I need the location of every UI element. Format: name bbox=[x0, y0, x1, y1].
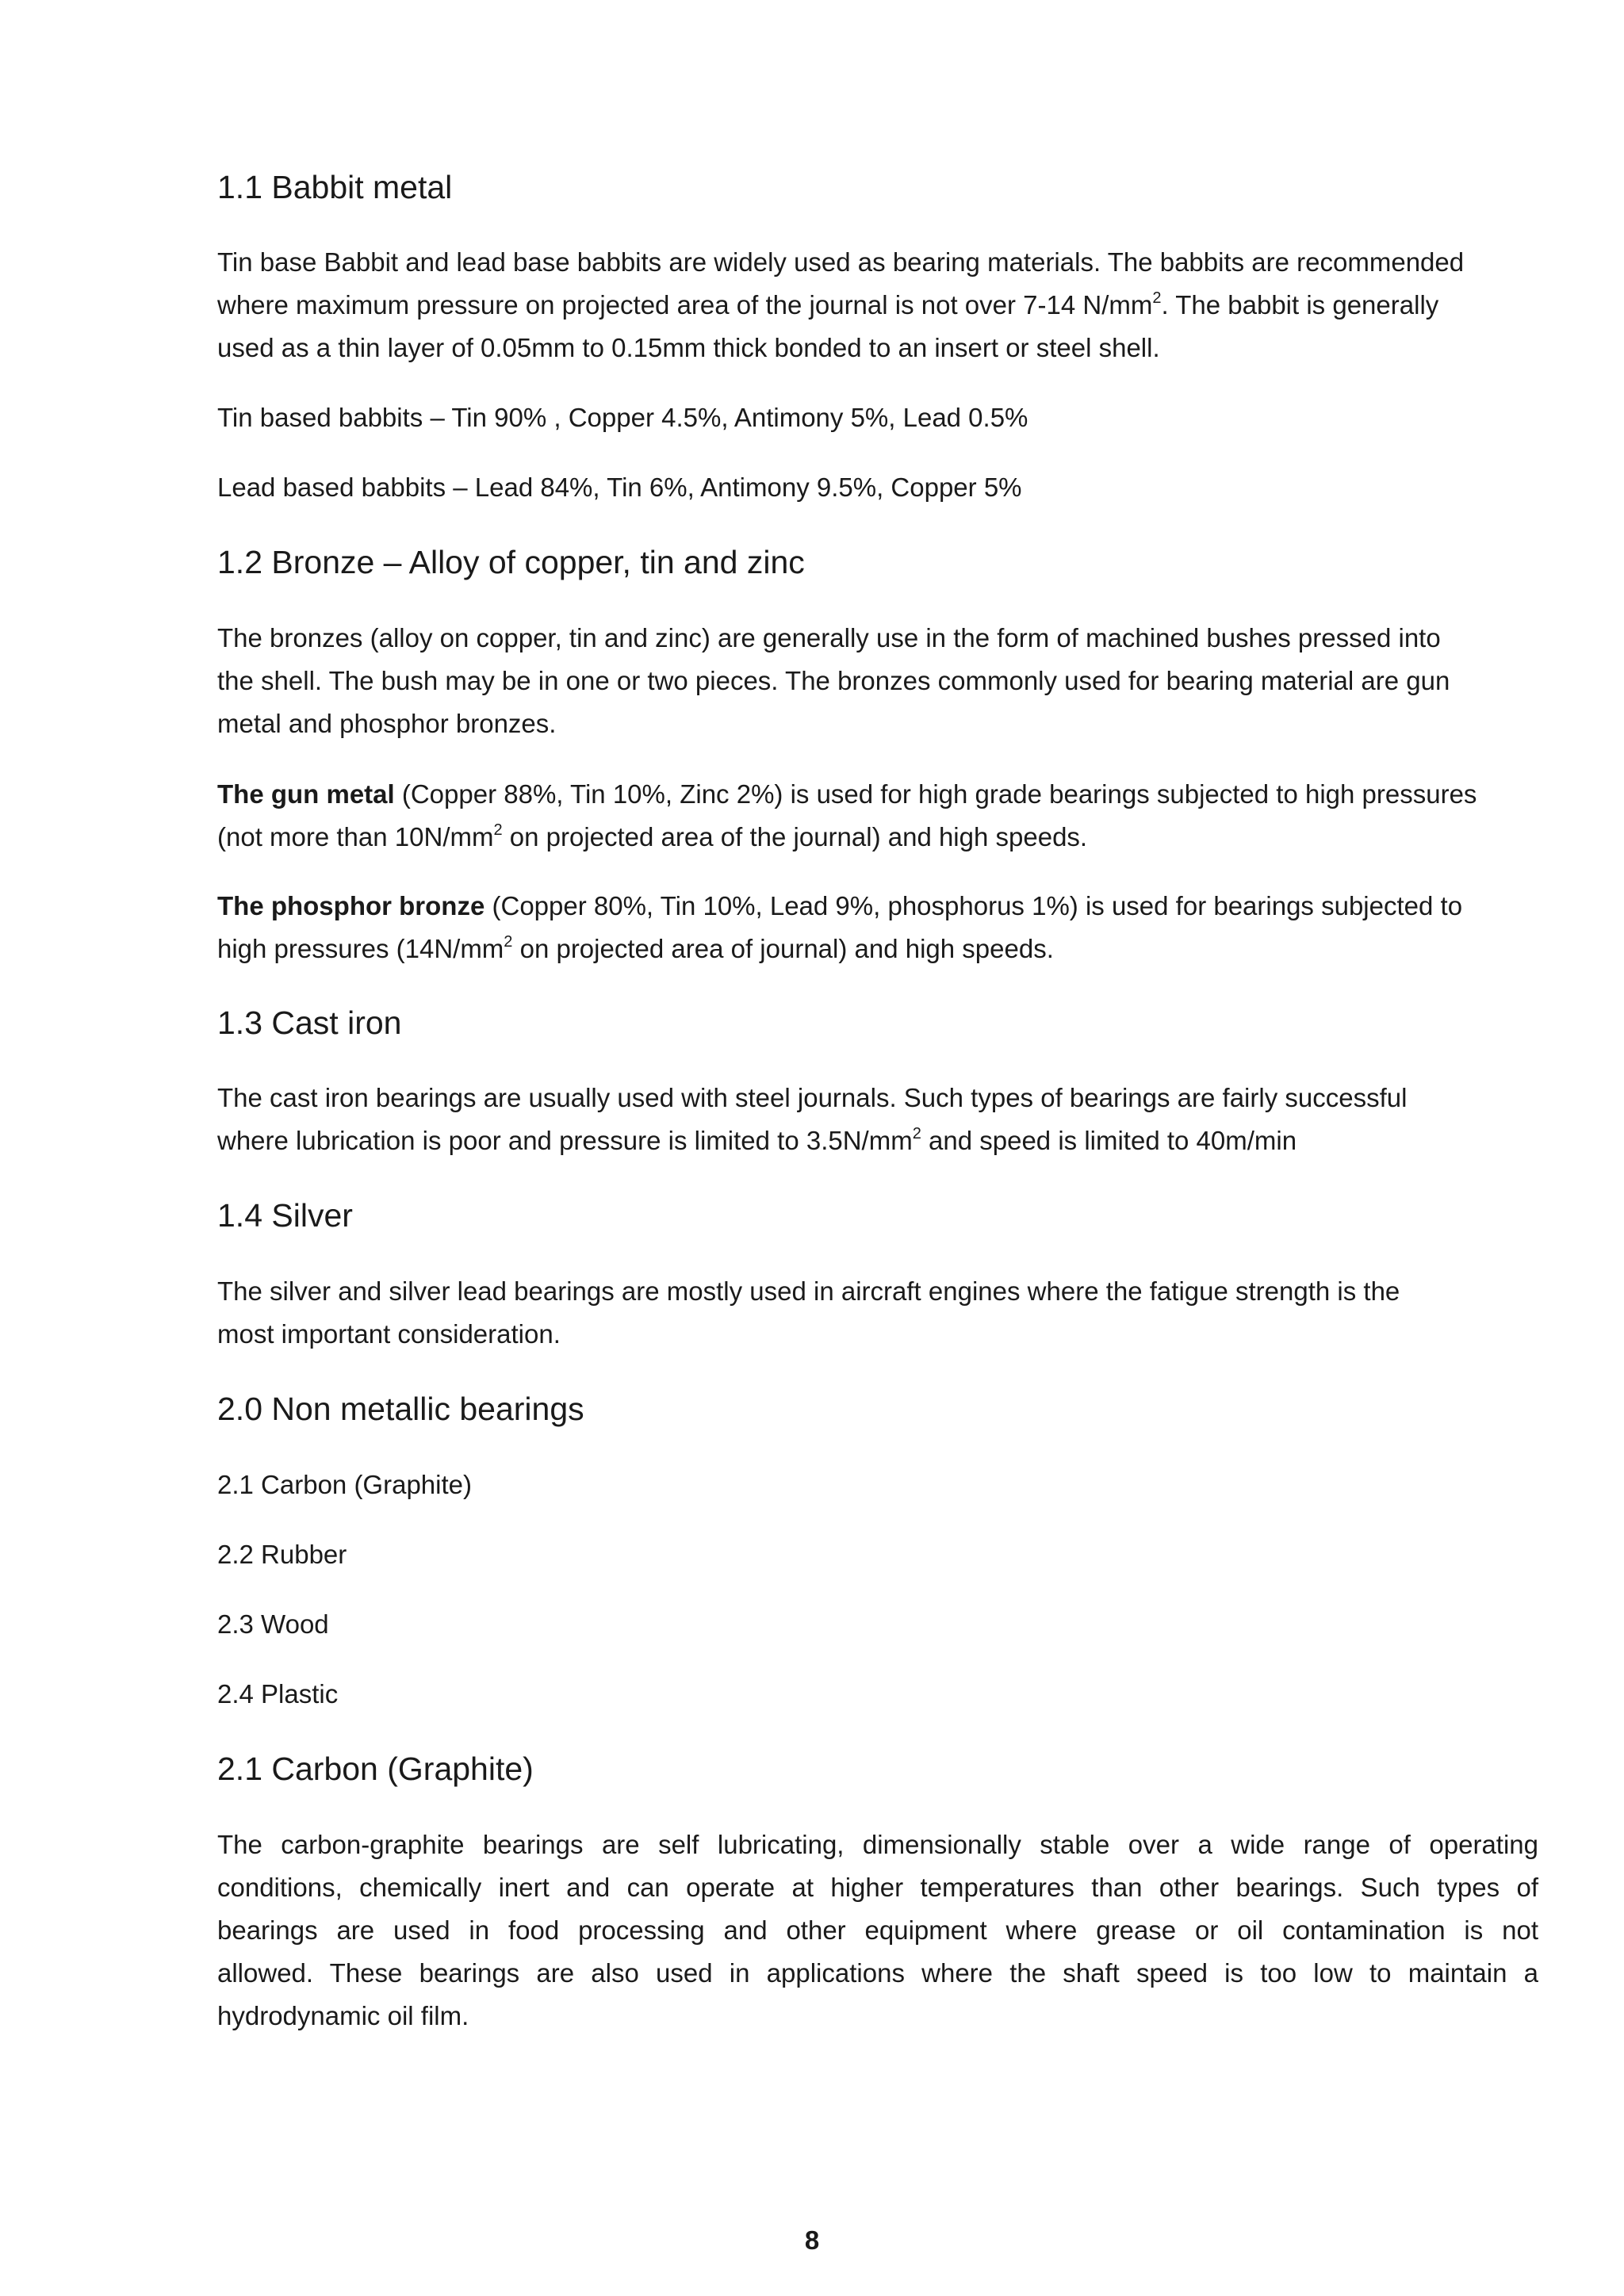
list-item-wood: 2.3 Wood bbox=[217, 1609, 329, 1639]
paragraph-carbon-graphite: The carbon-graphite bearings are self lubricating, dimensionally stable over a wide range of operating conditions, chemically inert and can operate at higher temperatures than other bearings. Such types of bearings are used in food processing and other equipment where grease or oil contamination is not allowed. These bearings are also used in applications where the shaft speed is too low to maintain a hydrodynamic oil film. bbox=[217, 1830, 1538, 2030]
term-phosphor-bronze: The phosphor bronze bbox=[217, 891, 485, 920]
heading-carbon-graphite: 2.1 Carbon (Graphite) bbox=[217, 1751, 534, 1787]
paragraph-bronze-intro: The bronzes (alloy on copper, tin and zinc) are generally use in the form of machined bushes pressed into the shell. The bush may be in one or two pieces. The bronzes commonly used for bearing material are gun metal and phosphor bronzes. bbox=[217, 623, 1450, 738]
heading-non-metallic: 2.0 Non metallic bearings bbox=[217, 1391, 584, 1427]
paragraph-gun-metal: The gun metal (Copper 88%, Tin 10%, Zinc 2%) is used for high grade bearings subjected to high pressures (not more than $10N/mm^2$ on projected area of the journal) and high speeds. bbox=[217, 779, 1477, 851]
paragraph-silver: The silver and silver lead bearings are mostly used in aircraft engines where the fatigue strength is the most important consideration. bbox=[217, 1276, 1400, 1349]
heading-bronze: 1.2 Bronze – Alloy of copper, tin and zinc bbox=[217, 544, 805, 580]
heading-silver: 1.4 Silver bbox=[217, 1197, 353, 1234]
list-item-carbon: 2.1 Carbon (Graphite) bbox=[217, 1470, 472, 1499]
list-item-plastic: 2.4 Plastic bbox=[217, 1679, 339, 1709]
paragraph-tin-based: Tin based babbits – Tin 90% , Copper 4.5%, Antimony 5%, Lead 0.5% bbox=[217, 403, 1028, 432]
heading-cast-iron: 1.3 Cast iron bbox=[217, 1004, 402, 1041]
paragraph-lead-based: Lead based babbits – Lead 84%, Tin 6%, Antimony 9.5%, Copper 5% bbox=[217, 473, 1022, 502]
paragraph-cast-iron: The cast iron bearings are usually used with steel journals. Such types of bearings are fairly successful where lubrication is poor and pressure is limited to $3.5N/mm^2$ and speed is limited to 40m/min bbox=[217, 1083, 1408, 1155]
paragraph-phosphor-bronze: The phosphor bronze (Copper 80%, Tin 10%, Lead 9%, phosphorus 1%) is used for bearings subjected to high pressures ($14N/mm^2$ on projected area of journal) and high speeds. bbox=[217, 891, 1463, 963]
term-gun-metal: The gun metal bbox=[217, 779, 395, 809]
page-number: 8 bbox=[804, 2225, 820, 2255]
heading-babbit-metal: 1.1 Babbit metal bbox=[217, 169, 453, 205]
paragraph-babbit-intro: Tin base Babbit and lead base babbits are widely used as bearing materials. The babbits are recommended where maximum pressure on projected area of the journal is not over 7-14 $N/mm^2$. The babbit is generally used as a thin layer of 0.05mm to 0.15mm thick bonded to an insert or steel shell. bbox=[217, 247, 1465, 362]
list-item-rubber: 2.2 Rubber bbox=[217, 1540, 347, 1569]
